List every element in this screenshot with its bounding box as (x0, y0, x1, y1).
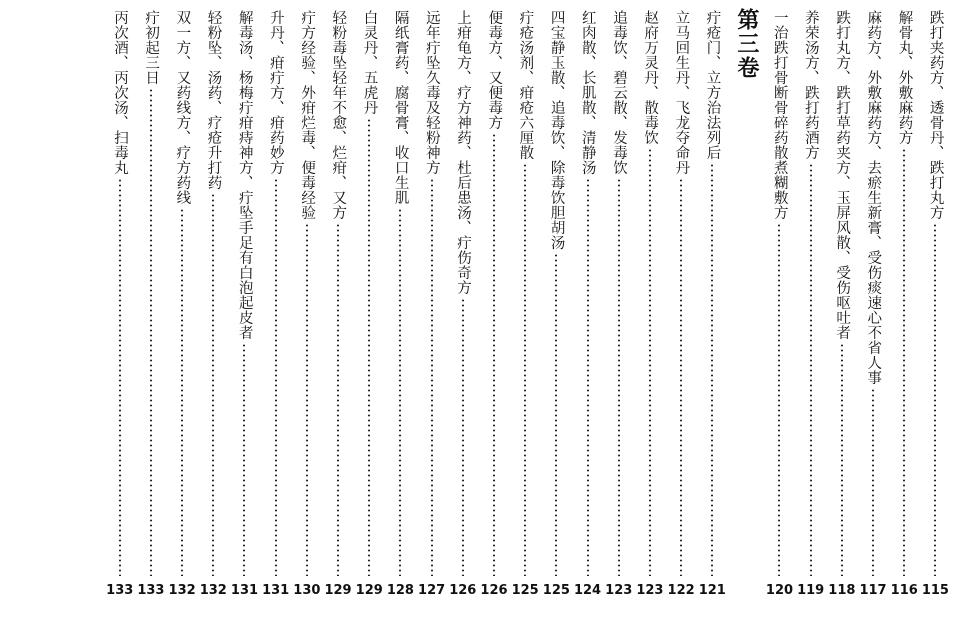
toc-entry[interactable] (541, 10, 572, 600)
toc-page-number: 126 (449, 583, 477, 598)
toc-page-number: 116 (890, 583, 918, 598)
toc-entry-title: 解毒汤、杨梅疔疳痔神方、疔坠手足有白泡起皮者 (236, 10, 253, 340)
toc-entry-body (416, 10, 447, 576)
toc-entry-title: 隔纸膏药、腐骨膏、收口生肌 (392, 10, 409, 205)
toc-entry-body (510, 10, 541, 576)
toc-entry-title: 立马回生丹、飞龙夺命丹 (673, 10, 690, 175)
toc-entry-body (603, 10, 634, 576)
dot-leader (181, 208, 183, 576)
toc-entry-body (478, 10, 509, 576)
dot-leader (493, 133, 495, 576)
toc-entry[interactable] (198, 10, 229, 600)
toc-entry-body (354, 10, 385, 576)
dot-leader (368, 118, 370, 576)
toc-page-number: 129 (324, 583, 352, 598)
toc-page-number: 117 (859, 583, 887, 598)
toc-page-number: 133 (137, 583, 165, 598)
toc-entry-body (920, 10, 951, 576)
toc-page-number: 120 (765, 583, 794, 598)
toc-entry-title: 轻粉坠、汤药、疗疮升打药 (205, 10, 222, 190)
dot-leader (711, 163, 713, 576)
toc-entry[interactable] (229, 10, 260, 600)
dot-leader (555, 253, 557, 576)
toc-page-number: 125 (542, 583, 570, 598)
toc-entry-title: 一治跌打骨断骨碎药散煮糊敷方 (771, 10, 788, 220)
toc-entry-body (826, 10, 857, 576)
toc-entry-title: 上疳龟方、疗方神药、杜后患汤、疔伤奇方 (455, 10, 472, 295)
toc-entry-title: 升丹、疳疔方、疳药妙方 (267, 10, 284, 175)
toc-page-number: 131 (230, 583, 259, 598)
toc-entry[interactable] (826, 10, 857, 600)
dot-leader (399, 208, 401, 576)
section-heading: 第三卷 (733, 8, 759, 80)
toc-entry[interactable] (510, 10, 541, 600)
dot-leader (618, 178, 620, 576)
toc-entry-title: 疔方经验、外疳烂毒、便毒经验 (299, 10, 316, 220)
toc-page-number: 126 (480, 583, 508, 598)
toc-entry[interactable] (104, 10, 135, 600)
toc-page-number: 133 (106, 583, 134, 598)
toc-entry-body (889, 10, 920, 576)
toc-entry-body (322, 10, 353, 576)
toc-entry-title: 便毒方、又便毒方 (486, 10, 503, 130)
dot-leader (810, 163, 812, 576)
toc-page-number: 125 (511, 583, 539, 598)
toc-page-number: 132 (168, 583, 196, 598)
dot-leader (649, 148, 651, 576)
toc-entry[interactable] (291, 10, 322, 600)
toc-entry[interactable] (572, 10, 603, 600)
toc-entry[interactable] (478, 10, 509, 600)
toc-page-number: 128 (386, 583, 414, 598)
dot-leader (275, 178, 277, 576)
toc-entry-title: 解骨丸、外敷麻药方 (896, 10, 913, 145)
dot-leader (778, 223, 780, 576)
dot-leader (243, 343, 245, 576)
toc-entry-title: 白灵丹、五虎丹 (361, 10, 378, 115)
toc-entry[interactable] (260, 10, 291, 600)
dot-leader (431, 178, 433, 576)
toc-entry-title: 跌打夹药方、透骨丹、跌打丸方 (927, 10, 944, 220)
toc-entry-title: 丙次酒、丙次汤、扫毒丸 (111, 10, 128, 175)
toc-entry-title: 疔疮汤剂、疳疮六厘散 (517, 10, 534, 160)
toc-page-number: 123 (636, 583, 664, 598)
toc-entry-title: 疔初起三日 (143, 10, 160, 85)
toc-entry-body (198, 10, 229, 576)
toc-entry[interactable] (634, 10, 665, 600)
toc-entry-body (447, 10, 478, 576)
toc-entry-title: 麻药方、外敷麻药方、去瘀生新膏、受伤痰速心不省人事 (865, 10, 882, 385)
toc-entry-title: 养荣汤方、跌打药酒方 (802, 10, 819, 160)
toc-entry-body (666, 10, 697, 576)
dot-leader (872, 388, 874, 576)
toc-entry[interactable] (167, 10, 198, 600)
toc-entry-body (857, 10, 888, 576)
dot-leader (462, 298, 464, 576)
dot-leader (212, 193, 214, 576)
dot-leader (150, 88, 152, 576)
toc-entry-body (764, 10, 795, 576)
toc-entry-body (104, 10, 135, 576)
toc-entry-body (260, 10, 291, 576)
toc-page-number: 115 (921, 583, 949, 598)
dot-leader (119, 178, 121, 576)
toc-entry[interactable] (857, 10, 888, 600)
dot-leader (934, 223, 936, 576)
toc-entry-body (291, 10, 322, 576)
toc-page-number: 130 (293, 583, 321, 598)
toc-entry[interactable] (795, 10, 826, 600)
toc-entry-title: 四宝静玉散、追毒饮、除毒饮胆胡汤 (548, 10, 565, 250)
toc-entry-body (135, 10, 166, 576)
toc-entry[interactable] (666, 10, 697, 600)
toc-entry[interactable] (416, 10, 447, 600)
toc-entry-title: 双一方、又药线方、疗方药线 (174, 10, 191, 205)
toc-entry-body (728, 10, 764, 576)
toc-entry[interactable] (385, 10, 416, 600)
toc-entry-body (541, 10, 572, 576)
toc-page-number: 123 (605, 583, 633, 598)
dot-leader (903, 148, 905, 576)
toc-entry[interactable] (447, 10, 478, 600)
toc-entry-title: 赵府万灵丹、散毒饮 (642, 10, 659, 145)
toc-page-number: 132 (199, 583, 227, 598)
toc-page-number: 121 (698, 583, 726, 598)
dot-leader (587, 178, 589, 576)
toc-entry[interactable] (697, 10, 728, 600)
toc-entry[interactable] (135, 10, 166, 600)
toc-entry-body (229, 10, 260, 576)
toc-entry-body (385, 10, 416, 576)
toc-entry[interactable] (889, 10, 920, 600)
toc-page-number: 122 (667, 583, 695, 598)
toc-entry[interactable] (354, 10, 385, 600)
toc-entry-title: 远年疔坠久毒及轻粉神方 (423, 10, 440, 175)
dot-leader (337, 223, 339, 576)
toc-entry-body (697, 10, 728, 576)
dot-leader (680, 178, 682, 576)
toc-entry-title: 跌打丸方、跌打草药夹方、玉屏风散、受伤呕吐者 (834, 10, 851, 340)
dot-leader (306, 223, 308, 576)
toc-entry[interactable] (764, 10, 795, 600)
toc-entry-body (572, 10, 603, 576)
toc-page-number: 124 (573, 583, 602, 598)
section-heading-column (728, 10, 764, 600)
toc-entry-title: 轻粉毒坠轻年不愈、烂疳、又方 (330, 10, 347, 220)
toc-entry-body (167, 10, 198, 576)
toc-page-number: 129 (355, 583, 383, 598)
toc-page-number: 127 (418, 583, 446, 598)
dot-leader (841, 343, 843, 576)
toc-entry-title: 追毒饮、碧云散、发毒饮 (610, 10, 627, 175)
toc-entry-title: 疔疮门、立方治法列后 (704, 10, 721, 160)
toc-entry-body (634, 10, 665, 576)
toc-entry[interactable] (322, 10, 353, 600)
toc-page-number: 119 (797, 583, 825, 598)
dot-leader (524, 163, 526, 576)
toc-entry[interactable] (603, 10, 634, 600)
toc-entry-title: 红肉散、长肌散、清静汤 (579, 10, 596, 175)
toc-entry[interactable] (920, 10, 951, 600)
toc-page-number: 118 (828, 583, 856, 598)
toc-columns (104, 10, 951, 600)
toc-page-number: 131 (262, 583, 290, 598)
toc-entry-body (795, 10, 826, 576)
